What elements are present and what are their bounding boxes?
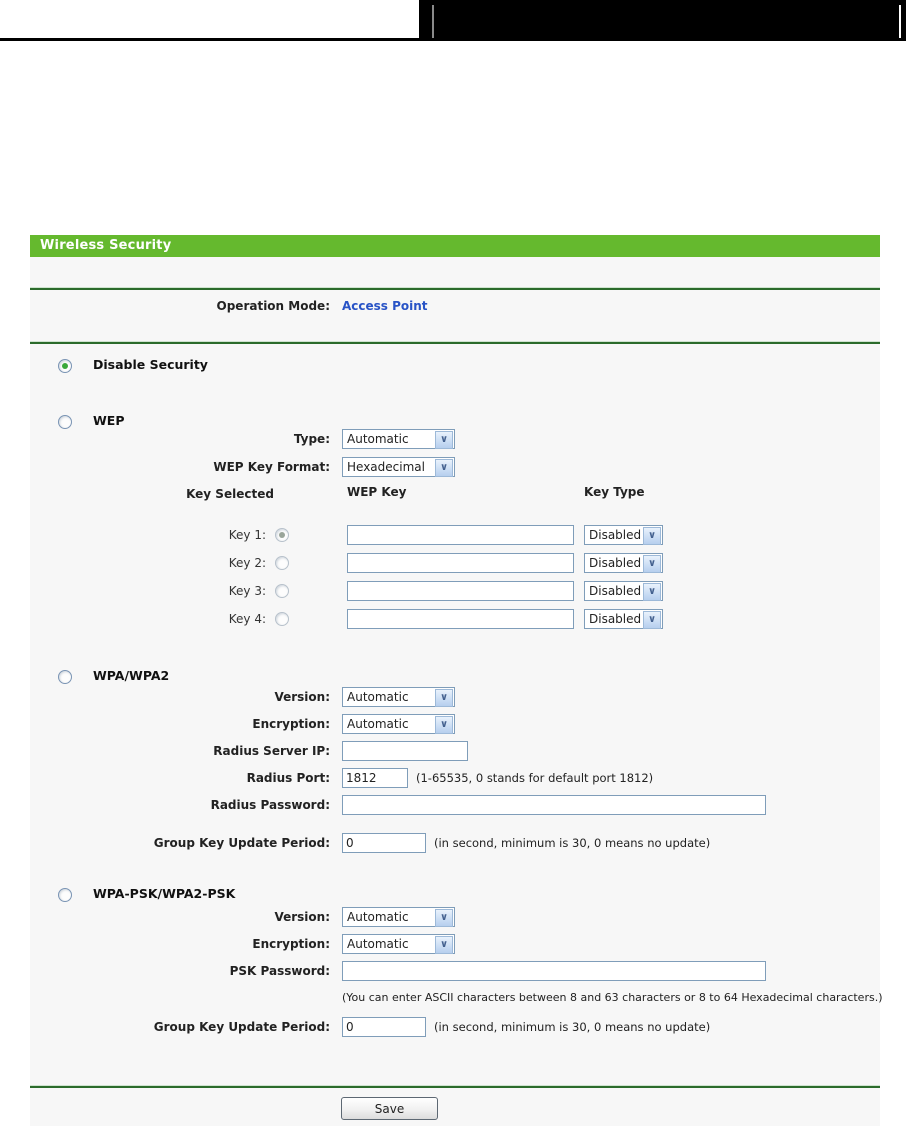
key3-radio[interactable] [275,584,289,598]
save-button[interactable]: Save [341,1097,438,1120]
disable-security-radio[interactable] [58,359,72,373]
psk-group-key-note: (in second, minimum is 30, 0 means no update) [434,1020,711,1034]
page-title: Wireless Security [40,238,172,253]
operation-mode-label: Operation Mode: [216,299,330,313]
wep-key-format-label: WEP Key Format: [213,460,330,474]
chevron-down-icon: ∨ [435,459,453,477]
key4-wep-key-input[interactable] [347,609,574,629]
chevron-down-icon: ∨ [643,611,661,629]
psk-version-value: Automatic [347,910,409,924]
radius-port-note: (1-65535, 0 stands for default port 1812) [416,771,654,785]
radius-port-label: Radius Port: [246,771,330,785]
wpa-encryption-value: Automatic [347,717,409,731]
wireless-security-panel [30,235,883,1126]
chevron-down-icon: ∨ [435,936,453,954]
chevron-down-icon: ∨ [435,689,453,707]
radius-server-ip-label: Radius Server IP: [213,744,330,758]
psk-group-key-input[interactable] [342,1017,426,1037]
psk-group-key-label: Group Key Update Period: [153,1020,330,1034]
document-header-divider [899,5,901,38]
operation-mode-value: Access Point [342,299,428,313]
chevron-down-icon: ∨ [643,583,661,601]
radius-server-ip-input[interactable] [342,741,468,761]
key-type-header: Key Type [584,485,645,499]
psk-password-input[interactable] [342,961,766,981]
wpa-radio[interactable] [58,670,72,684]
wpa-group-key-label: Group Key Update Period: [153,836,330,850]
psk-version-select[interactable] [342,907,455,927]
disable-security-label[interactable]: Disable Security [93,357,208,372]
key3-label: Key 3: [228,584,266,598]
key1-type-value: Disabled [589,528,642,542]
wep-key-format-select[interactable] [342,457,455,477]
key4-type-value: Disabled [589,612,642,626]
separator [30,287,880,290]
key1-type-select[interactable] [584,525,663,545]
key2-type-value: Disabled [589,556,642,570]
key4-type-select[interactable] [584,609,663,629]
key4-label: Key 4: [228,612,266,626]
document-header-block [419,0,906,38]
key2-type-select[interactable] [584,553,663,573]
chevron-down-icon: ∨ [435,909,453,927]
key4-radio[interactable] [275,612,289,626]
key2-wep-key-input[interactable] [347,553,574,573]
wep-type-label: Type: [293,432,330,446]
chevron-down-icon: ∨ [435,716,453,734]
wep-radio[interactable] [58,415,72,429]
radius-password-input[interactable] [342,795,766,815]
page-title-bar [30,235,880,257]
wpa-version-select[interactable] [342,687,455,707]
wpa-psk-radio[interactable] [58,888,72,902]
psk-version-label: Version: [274,910,330,924]
wpa-version-value: Automatic [347,690,409,704]
psk-encryption-value: Automatic [347,937,409,951]
wep-label[interactable]: WEP [93,413,125,428]
wep-type-value: Automatic [347,432,409,446]
chevron-down-icon: ∨ [435,431,453,449]
wpa-psk-label[interactable]: WPA-PSK/WPA2-PSK [93,886,236,901]
radius-port-input[interactable] [342,768,408,788]
key1-label: Key 1: [228,528,266,542]
document-header-divider [432,5,434,38]
separator [30,341,880,344]
wep-key-format-value: Hexadecimal [347,460,425,474]
separator [30,1085,880,1088]
key3-wep-key-input[interactable] [347,581,574,601]
key1-radio[interactable] [275,528,289,542]
chevron-down-icon: ∨ [643,527,661,545]
chevron-down-icon: ∨ [643,555,661,573]
key2-label: Key 2: [228,556,266,570]
wpa-encryption-label: Encryption: [252,717,330,731]
document-header-rule [0,38,906,41]
wep-key-header: WEP Key [347,485,407,499]
key1-wep-key-input[interactable] [347,525,574,545]
key3-type-value: Disabled [589,584,642,598]
wpa-label[interactable]: WPA/WPA2 [93,668,170,683]
psk-password-note: (You can enter ASCII characters between 8 and 63 characters or 8 to 64 Hexadecimal characters.) [342,991,883,1004]
psk-password-label: PSK Password: [229,964,330,978]
psk-encryption-select[interactable] [342,934,455,954]
wpa-group-key-note: (in second, minimum is 30, 0 means no update) [434,836,711,850]
wpa-version-label: Version: [274,690,330,704]
key2-radio[interactable] [275,556,289,570]
wpa-group-key-input[interactable] [342,833,426,853]
wpa-encryption-select[interactable] [342,714,455,734]
psk-encryption-label: Encryption: [252,937,330,951]
wep-type-select[interactable] [342,429,455,449]
key-selected-header: Key Selected [186,487,274,501]
key3-type-select[interactable] [584,581,663,601]
radius-password-label: Radius Password: [210,798,330,812]
